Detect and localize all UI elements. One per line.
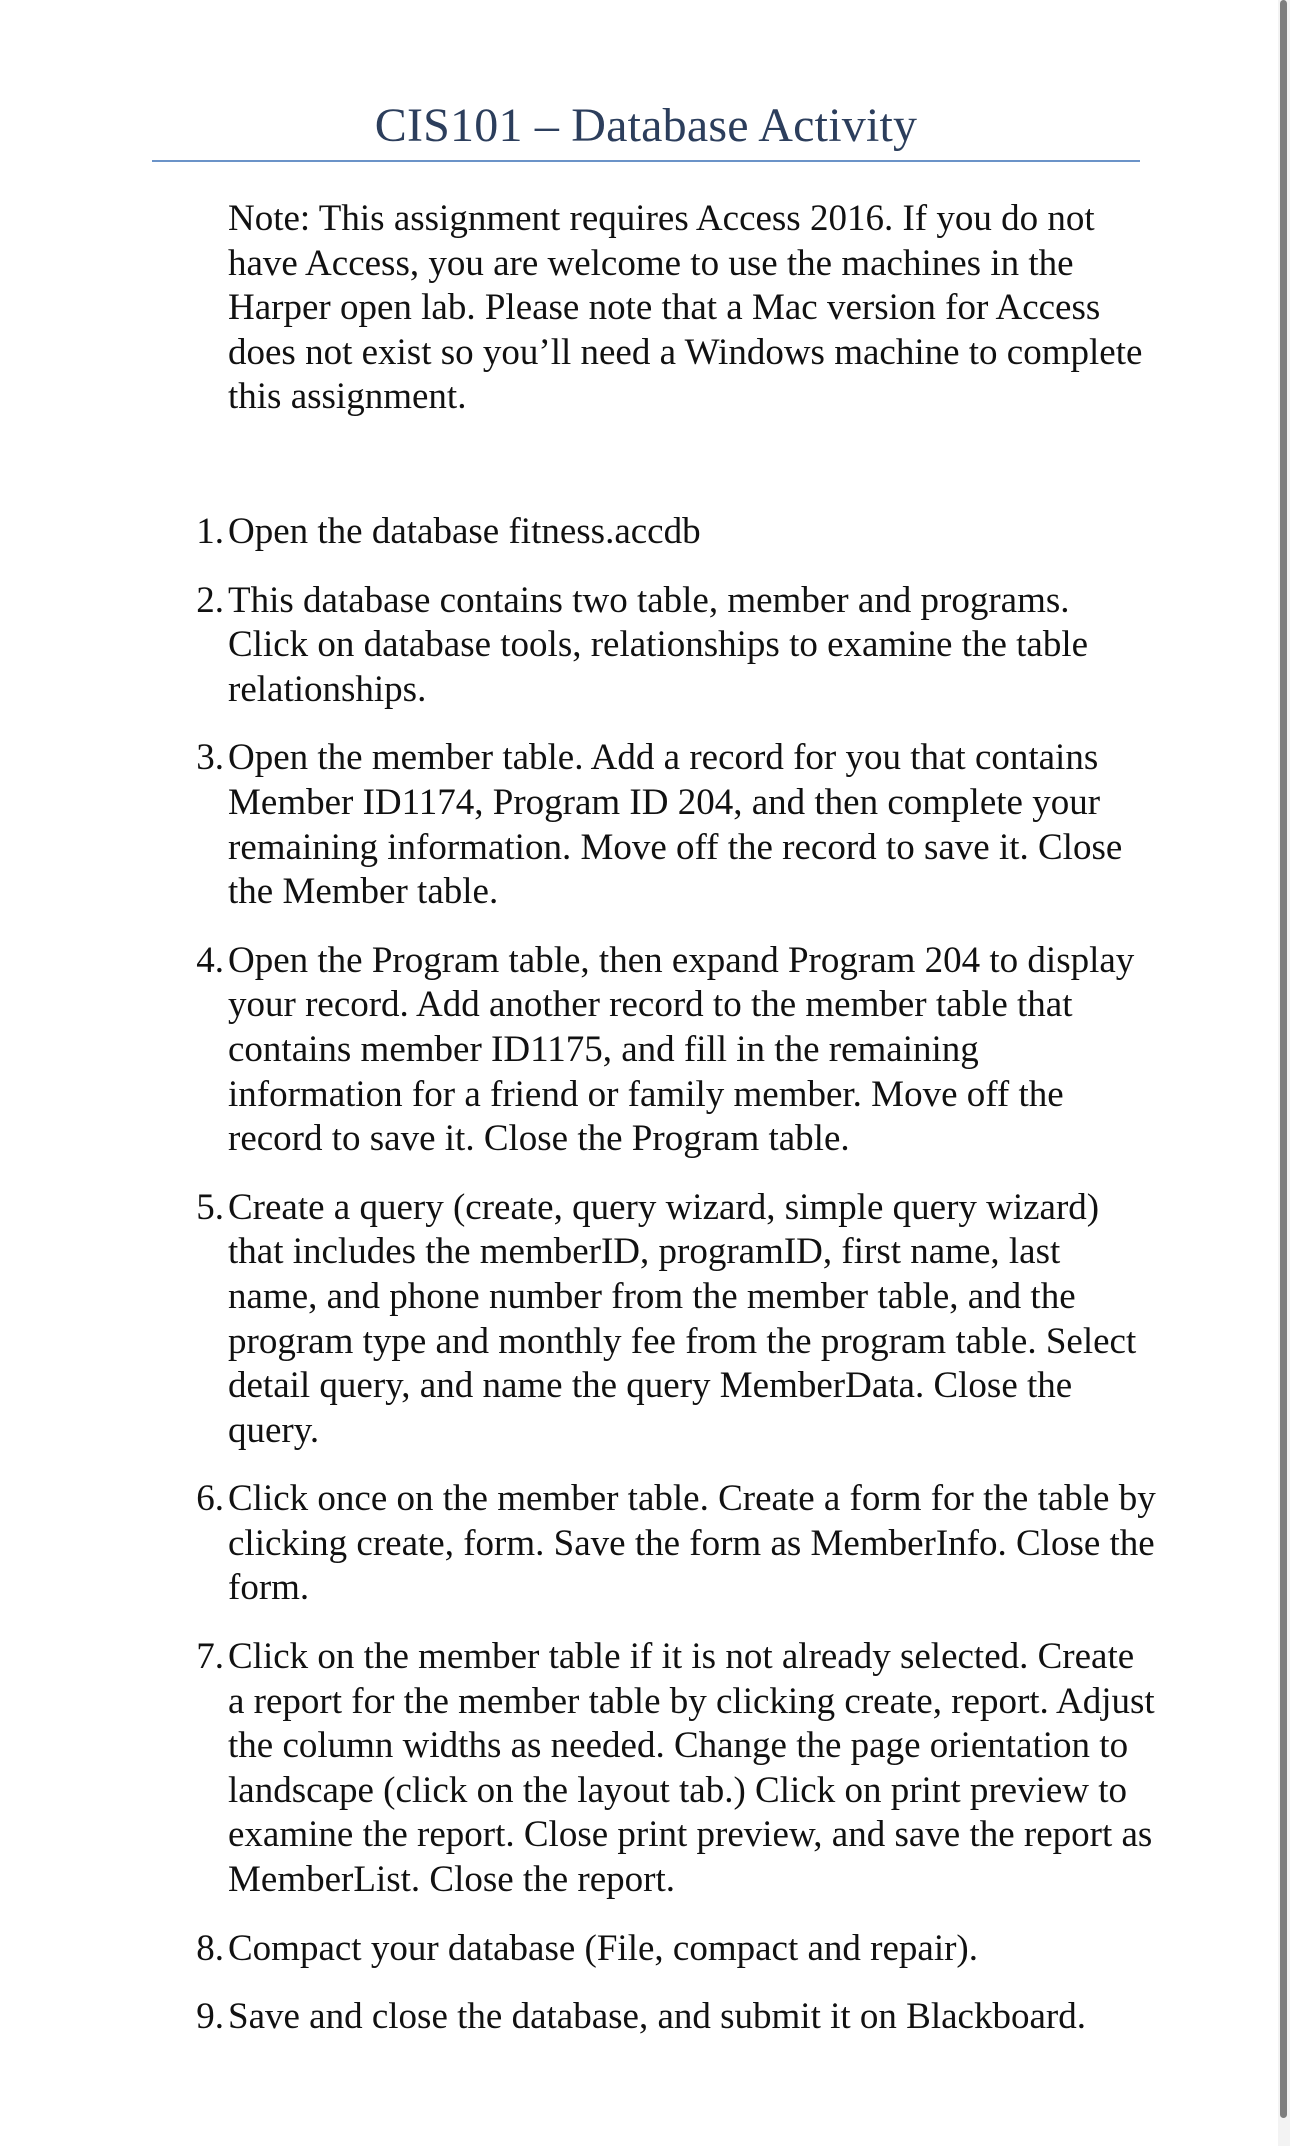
step-number: 7. (196, 1636, 224, 1678)
steps-list (196, 510, 1158, 2064)
step-number: 9. (196, 1996, 224, 2038)
step-number: 4. (196, 939, 224, 981)
title-underline (152, 160, 1140, 162)
list-item (196, 1995, 1158, 2040)
vertical-scrollbar[interactable] (1278, 0, 1290, 2146)
step-text: Open the Program table, then expand Program 204 to display your record. Add another record to the member table that contains member ID1175, and fill in the remaining information for a friend or family member. Move off the record to save it. Close the Program table. (228, 939, 1135, 1160)
step-text: Save and close the database, and submit it on Blackboard. (228, 1996, 1086, 2038)
step-number: 1. (196, 511, 224, 552)
step-number: 8. (196, 1927, 224, 1969)
note-paragraph: Note: This assignment requires Access 2016. If you do not have Access, you are welcome to use the machines in the Harper open lab. Please note that a Mac version for Access does not exist so you’ll need a Windows machine to complete this assignment. (228, 198, 1143, 418)
list-item (196, 1477, 1158, 1611)
step-text: Compact your database (File, compact and repair). (228, 1927, 978, 1969)
step-number: 6. (196, 1478, 224, 1520)
document-title: CIS101 – Database Activity (374, 99, 918, 152)
list-item (196, 510, 1158, 555)
step-text: Open the database fitness.accdb (228, 511, 701, 552)
step-text: Create a query (create, query wizard, simple query wizard) that includes the memberID, programID, first name, last name, and phone number from the member table, and the program type and monthly fee from the program table. Select detail query, and name the query MemberData. Close the query. (228, 1186, 1137, 1451)
step-number: 5. (196, 1186, 224, 1228)
step-text: Click on the member table if it is not already selected. Create a report for the member table by clicking create, report. Adjust the column widths as needed. Change the page orientation to landscape (click on the layout tab.) Click on print preview to examine the report. Close print preview, and save the report as MemberList. Close the report. (228, 1636, 1155, 1901)
step-text: This database contains two table, member and programs. Click on database tools, relationships to examine the table relationships. (228, 579, 1089, 710)
step-text: Open the member table. Add a record for you that contains Member ID1174, Program ID 204, and then complete your remaining information. Move off the record to save it. Close the Member table. (228, 737, 1123, 913)
step-number: 2. (196, 579, 224, 621)
list-item (196, 579, 1158, 713)
step-text: Click once on the member table. Create a form for the table by clicking create, form. Save the form as MemberInfo. Close the form. (228, 1478, 1156, 1609)
scrollbar-thumb[interactable] (1280, 0, 1287, 2118)
list-item (196, 736, 1158, 914)
list-item (196, 939, 1158, 1162)
list-item (196, 1186, 1158, 1454)
list-item (196, 1635, 1158, 1903)
list-item (196, 1927, 1158, 1972)
step-number: 3. (196, 737, 224, 779)
